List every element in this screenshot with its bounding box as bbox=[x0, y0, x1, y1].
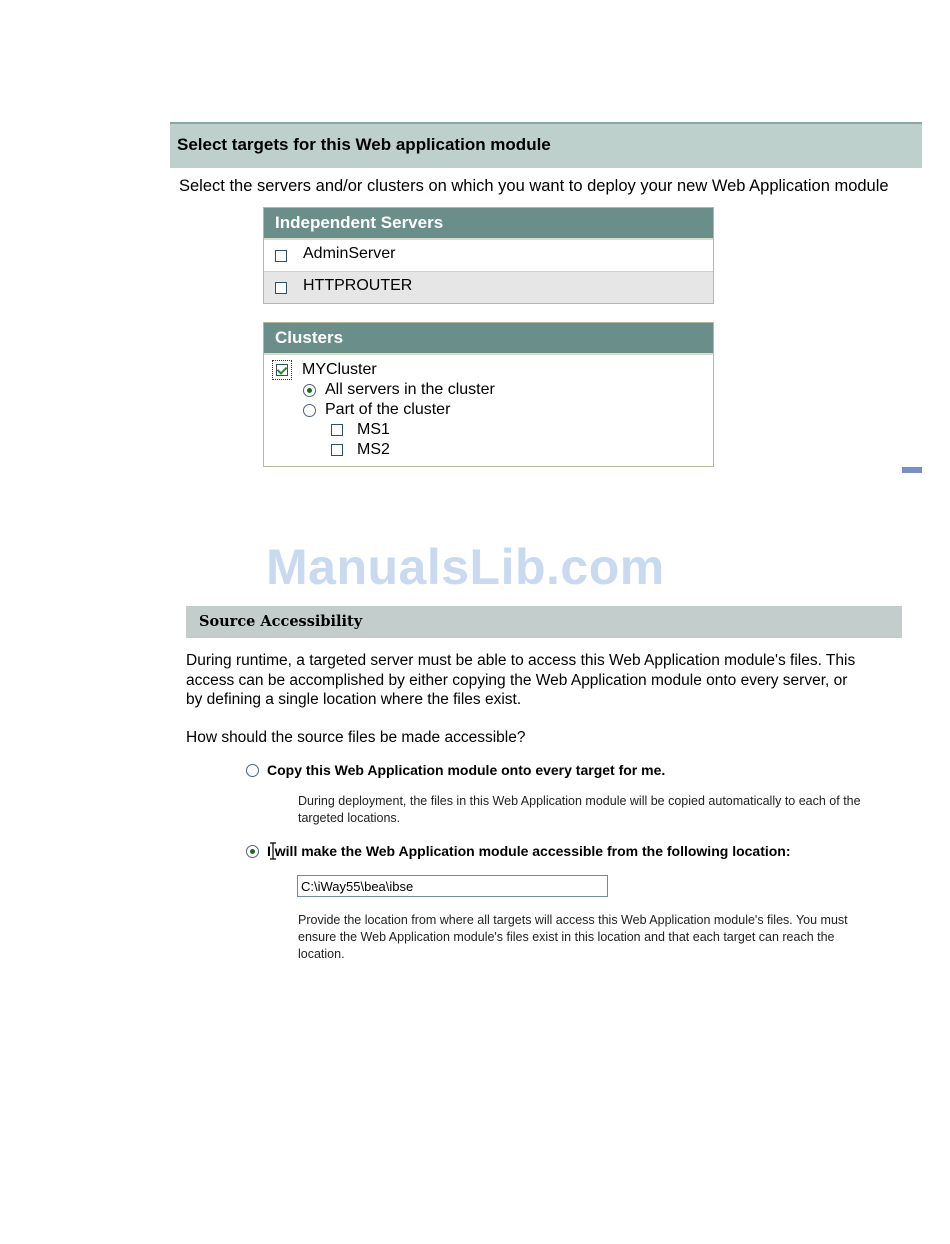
location-option-help bbox=[298, 912, 928, 963]
location-help-line: location. bbox=[298, 947, 345, 961]
source-description-line: access can be accomplished by either copying the Web Application module onto every server, or bbox=[186, 671, 848, 689]
copy-option-radio[interactable] bbox=[246, 764, 259, 777]
source-accessibility-header bbox=[186, 606, 902, 638]
scroll-edge-tab bbox=[902, 467, 922, 473]
watermark: ManualsLib.com bbox=[266, 539, 665, 595]
mycluster-checkbox[interactable] bbox=[276, 364, 288, 376]
copy-option-help bbox=[298, 793, 928, 827]
all-servers-radio[interactable] bbox=[303, 384, 316, 397]
source-location-input[interactable] bbox=[297, 875, 608, 897]
ms1-label: MS1 bbox=[357, 421, 390, 438]
copy-help-line: targeted locations. bbox=[298, 811, 401, 825]
targets-panel-title: Select targets for this Web application module bbox=[177, 135, 551, 154]
targets-intro-text: Select the servers and/or clusters on which you want to deploy your new Web Application module bbox=[179, 177, 889, 195]
adminserver-checkbox[interactable] bbox=[275, 250, 287, 262]
httprouter-checkbox[interactable] bbox=[275, 282, 287, 294]
ms2-label: MS2 bbox=[357, 441, 390, 458]
text-cursor-icon bbox=[268, 842, 278, 860]
all-servers-label: All servers in the cluster bbox=[325, 381, 495, 398]
independent-servers-header: Independent Servers bbox=[264, 208, 713, 240]
source-question: How should the source files be made accessible? bbox=[186, 729, 526, 746]
source-description-line: During runtime, a targeted server must be able to access this Web Application module's files. This bbox=[186, 652, 856, 669]
independent-servers-box bbox=[263, 207, 714, 304]
location-option-radio[interactable] bbox=[246, 845, 259, 858]
location-help-line: Provide the location from where all targets will access this Web Application module's files. You must bbox=[298, 913, 848, 927]
copy-help-line: During deployment, the files in this Web Application module will be copied automatically to each of the bbox=[298, 794, 861, 808]
copy-option-label: Copy this Web Application module onto every target for me. bbox=[267, 762, 666, 778]
server-row-adminserver[interactable] bbox=[264, 240, 713, 271]
source-description-line: by defining a single location where the files exist. bbox=[186, 691, 522, 708]
server-row-httprouter[interactable] bbox=[264, 271, 713, 303]
location-option-label: I will make the Web Application module accessible from the following location: bbox=[267, 843, 791, 859]
ms2-checkbox[interactable] bbox=[331, 444, 343, 456]
adminserver-label: AdminServer bbox=[303, 245, 396, 262]
targets-panel-header bbox=[170, 122, 922, 168]
source-description bbox=[186, 651, 916, 710]
clusters-header: Clusters bbox=[264, 323, 713, 355]
source-accessibility-title: Source Accessibility bbox=[199, 613, 363, 630]
httprouter-label: HTTPROUTER bbox=[303, 277, 413, 294]
part-of-cluster-label: Part of the cluster bbox=[325, 401, 451, 418]
mycluster-label: MYCluster bbox=[302, 361, 377, 378]
ms1-checkbox[interactable] bbox=[331, 424, 343, 436]
part-of-cluster-radio[interactable] bbox=[303, 404, 316, 417]
location-help-line: ensure the Web Application module's files exist in this location and that each target can reach the bbox=[298, 930, 835, 944]
